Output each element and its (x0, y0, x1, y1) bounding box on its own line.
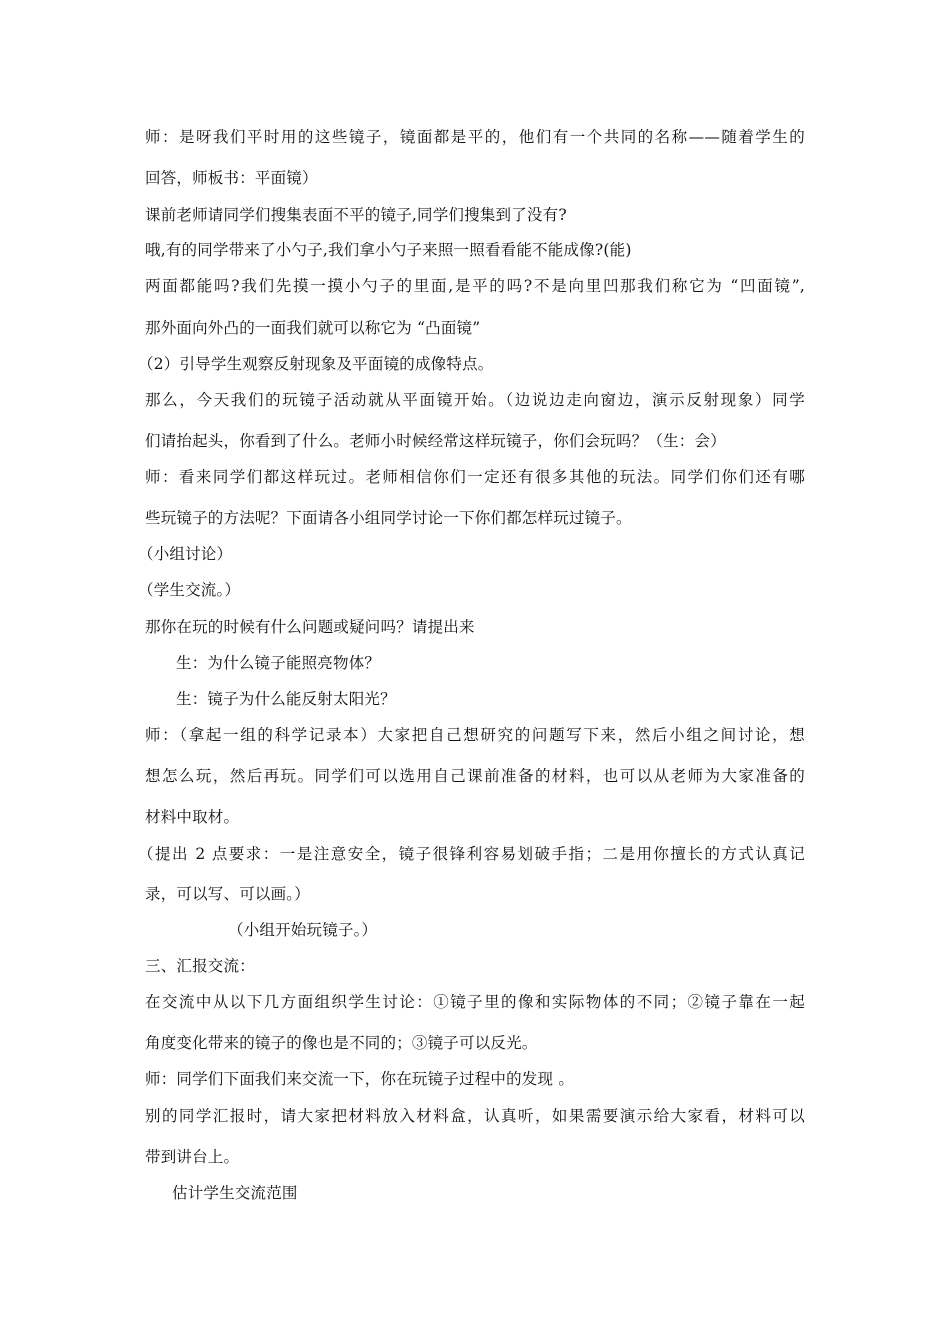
student-line: 生：镜子为什么能反射太阳光？ (176, 690, 396, 708)
text-line: （学生交流。） (138, 581, 241, 599)
text-line: 在交流中从以下几方面组织学生讨论：①镜子里的像和实际物体的不同；②镜子靠在一起 (145, 993, 805, 1011)
text-line: 课前老师请同学们搜集表面不平的镜子,同学们搜集到了没有? (145, 206, 567, 224)
text-line: 材料中取材。 (145, 808, 240, 826)
text-line: （小组开始玩镜子。） (228, 921, 378, 939)
text-line: 那外面向外凸的一面我们就可以称它为 “凸面镜” (145, 319, 481, 337)
text-line: 两面都能吗?我们先摸一摸小勺子的里面,是平的吗?不是向里凹那我们称它为 “凹面镜”, (145, 277, 805, 295)
student-line: 生：为什么镜子能照亮物体？ (176, 654, 381, 672)
text-line: 些玩镜子的方法呢？下面请各小组同学讨论一下你们都怎样玩过镜子。 (145, 509, 632, 527)
text-line: 想怎么玩，然后再玩。同学们可以选用自己课前准备的材料，也可以从老师为大家准备的 (145, 767, 805, 785)
text-line: 师：看来同学们都这样玩过。老师相信你们一定还有很多其他的玩法。同学们你们还有哪 (145, 468, 805, 486)
text-line: 录，可以写、可以画。） (145, 885, 310, 903)
section-heading: （2）引导学生观察反射现象及平面镜的成像特点。 (138, 355, 494, 373)
section-heading: 三、汇报交流： (145, 957, 255, 975)
text-line: （小组讨论） (138, 545, 233, 563)
text-line: 回答，师板书：平面镜） (145, 169, 318, 187)
text-line: 那你在玩的时候有什么问题或疑问吗？请提出来 (145, 618, 475, 636)
text-line: 那么，今天我们的玩镜子活动就从平面镜开始。（边说边走向窗边，演示反射现象）同学 (145, 391, 805, 409)
text-line: （提出 2 点要求：一是注意安全，镜子很锋利容易划破手指；二是用你擅长的方式认真记 (138, 845, 805, 863)
text-line: 师：（拿起一组的科学记录本）大家把自己想研究的问题写下来，然后小组之间讨论，想 (145, 726, 805, 744)
text-line: 们请抬起头，你看到了什么。老师小时候经常这样玩镜子，你们会玩吗？（生：会） (145, 432, 726, 450)
text-line: 带到讲台上。 (145, 1148, 240, 1166)
text-line: 角度变化带来的镜子的像也是不同的；③镜子可以反光。 (145, 1034, 538, 1052)
text-line: 估计学生交流范围 (172, 1184, 298, 1202)
text-line: 师：同学们下面我们来交流一下，你在玩镜子过程中的发现 。 (145, 1070, 575, 1088)
text-line: 师：是呀我们平时用的这些镜子，镜面都是平的，他们有一个共同的名称——随着学生的 (145, 128, 805, 146)
text-line: 哦,有的同学带来了小勺子,我们拿小勺子来照一照看看能不能成像?(能) (145, 241, 632, 259)
text-line: 别的同学汇报时，请大家把材料放入材料盒，认真听，如果需要演示给大家看，材料可以 (145, 1107, 805, 1125)
